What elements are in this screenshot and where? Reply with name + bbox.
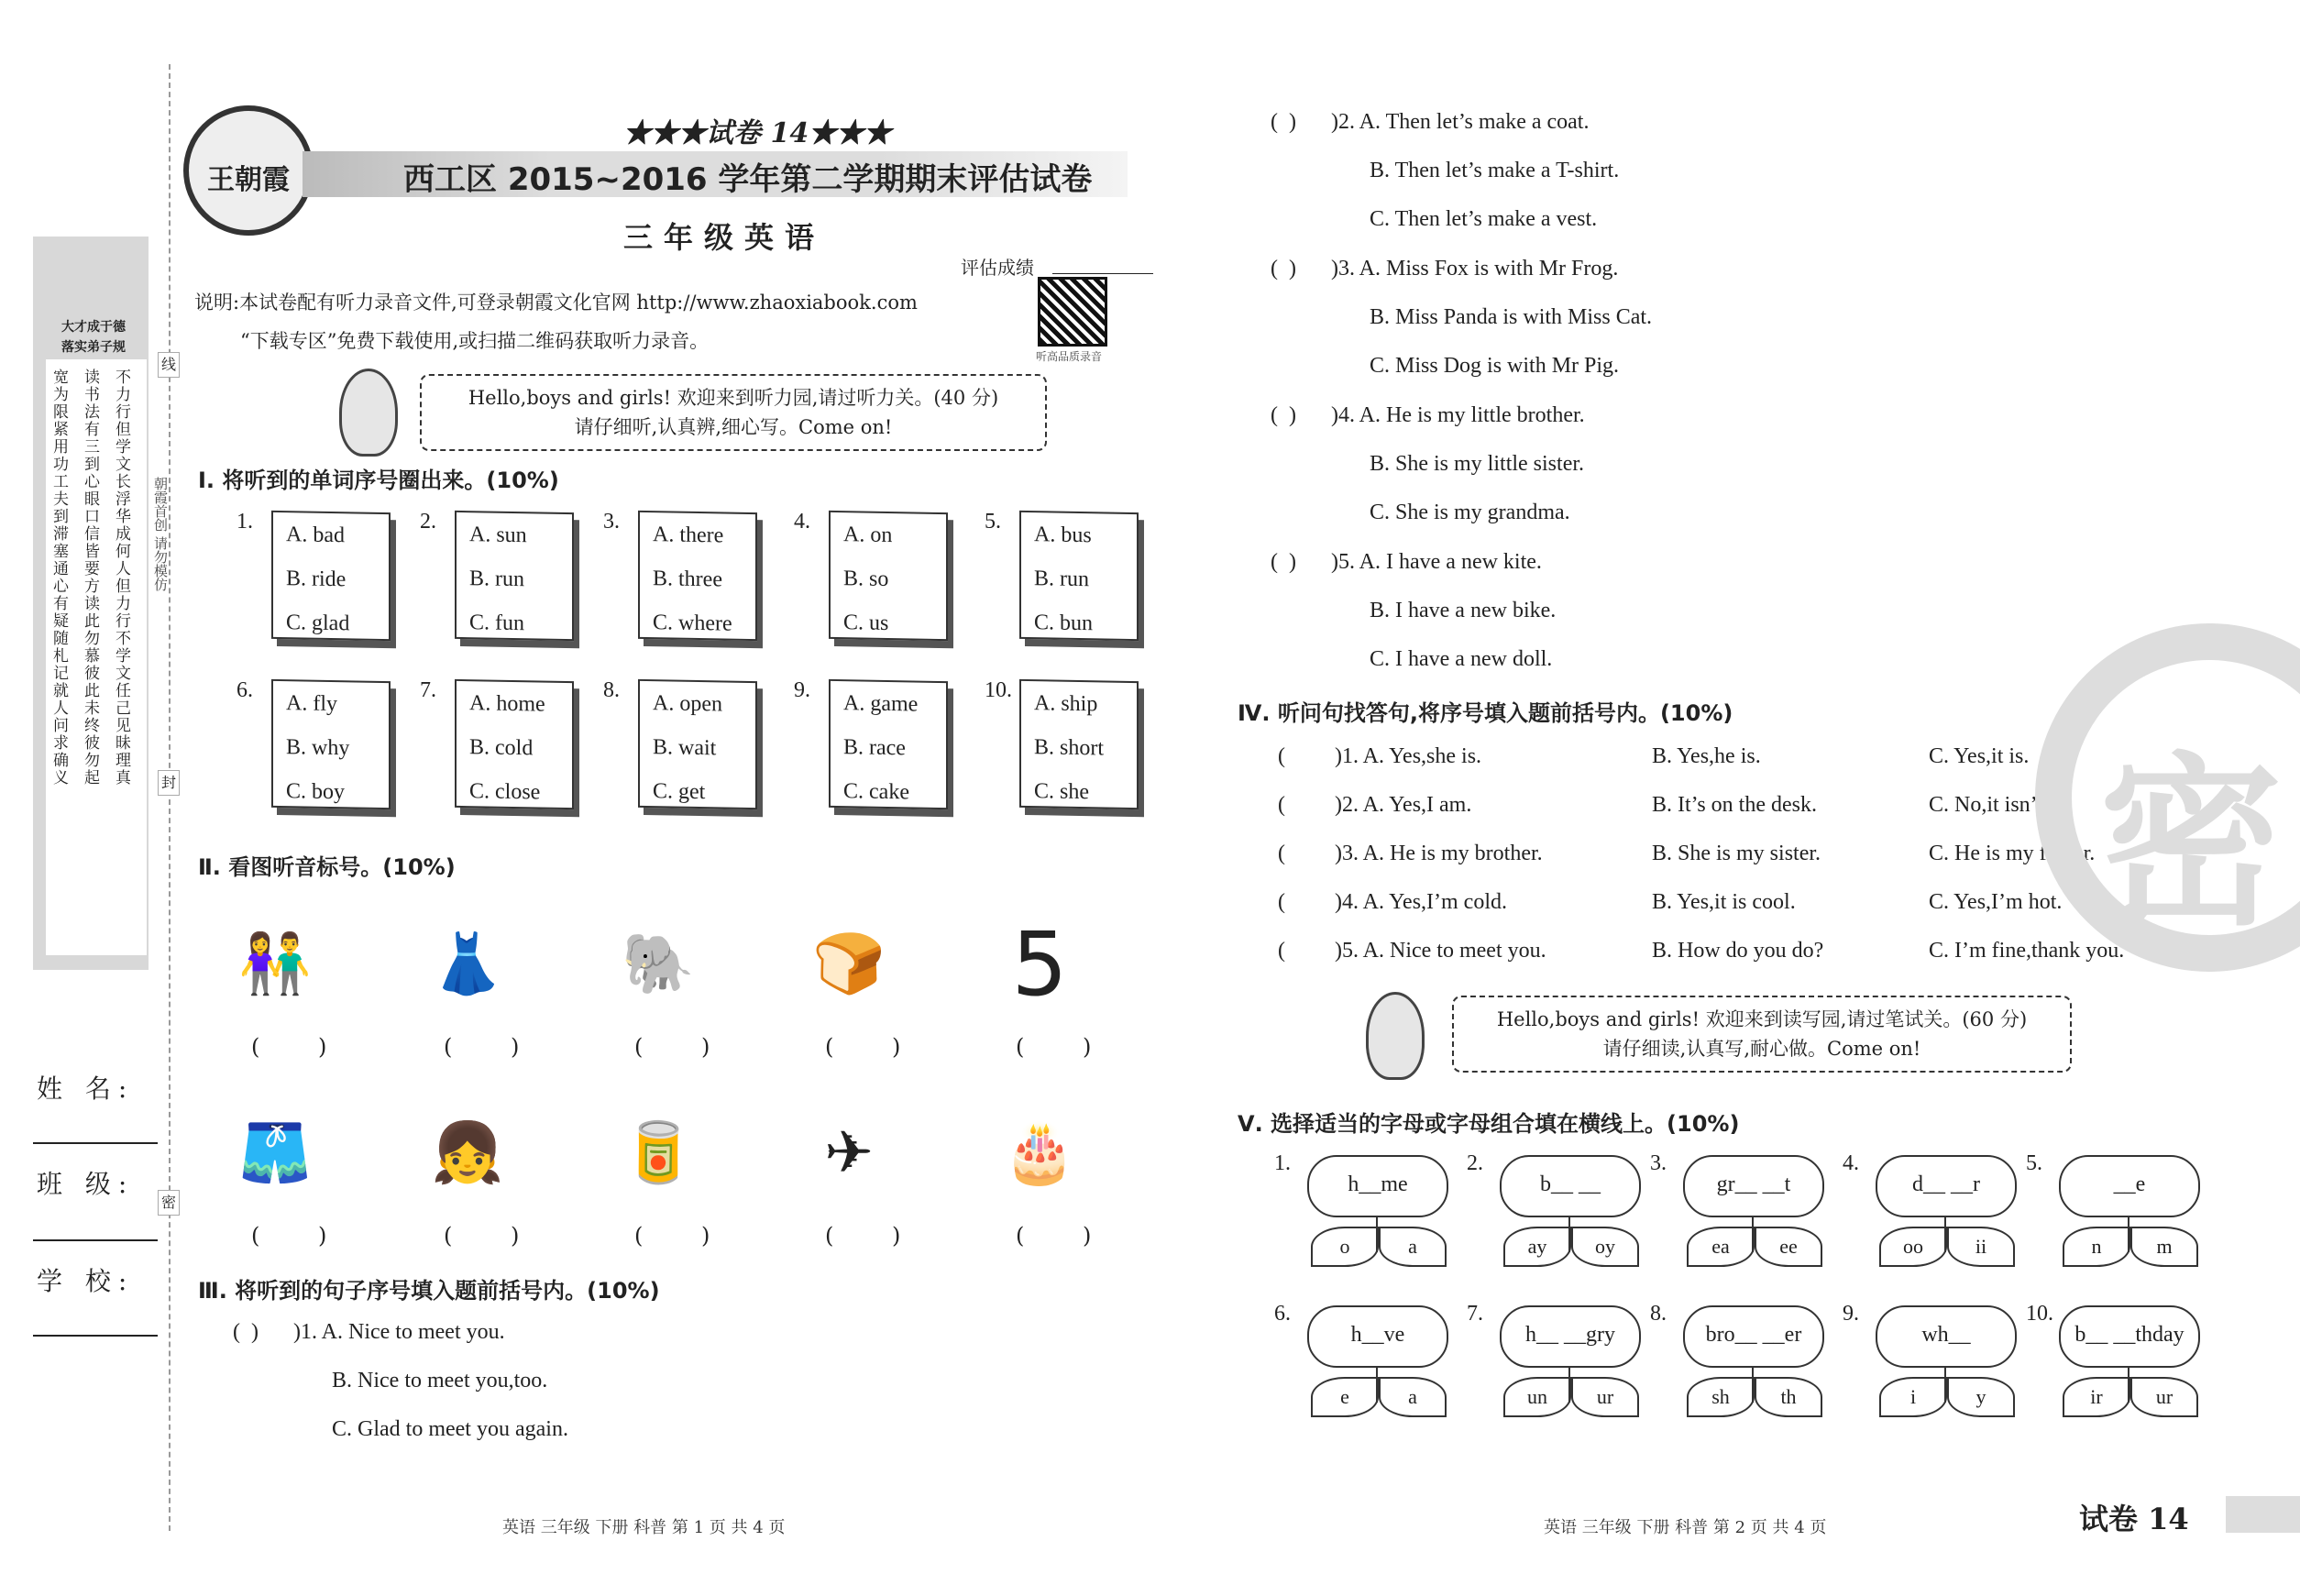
section-2-title: Ⅱ. 看图听音标号。(10%) [198,854,456,880]
flower-item-number: 7. [1467,1302,1483,1326]
word-option[interactable]: A. bad [286,523,345,548]
footer-page-1: 英语 三年级 下册 科普 第 1 页 共 4 页 [502,1518,786,1537]
answer-option-b[interactable]: B. How do you do? [1652,939,1824,963]
word-card [455,679,574,809]
word-option[interactable]: B. run [469,567,524,592]
flower-item-number: 3. [1650,1151,1667,1175]
letter-choice-left[interactable]: ay [1503,1227,1571,1267]
qr-code-icon[interactable] [1038,277,1107,347]
class-field[interactable] [33,1239,158,1241]
motto-column: 不力行但学文长浮华成何人但力行不学文任己见昧理真 [112,369,130,787]
instruction-line-1: 说明:本试卷配有听力录音文件,可登录朝霞文化官网 http://www.zhaoxiabook.com [194,292,918,314]
motto-box [46,359,147,955]
letter-choice-right[interactable]: ur [1571,1377,1639,1417]
section-5-title: Ⅴ. 选择适当的字母或字母组合填在横线上。(10%) [1238,1111,1740,1137]
sentence-option-c[interactable]: C. Glad to meet you again. [332,1417,568,1441]
word-option[interactable]: A. bus [1034,523,1092,548]
answer-bracket[interactable]: ( ) [1271,403,1296,427]
corner-paper-number: 试卷 14 [2079,1502,2189,1536]
reading-intro-bubble [1452,996,2072,1073]
motto-heading [39,317,149,358]
name-label: 姓 名: [37,1073,135,1104]
word-item-number: 2. [420,510,436,534]
answer-option-b[interactable]: B. It’s on the desk. [1652,793,1817,817]
word-item-number: 3. [603,510,620,534]
word-card [638,511,757,641]
score-field[interactable] [1052,273,1153,274]
word-card [638,679,757,809]
letter-choice-right[interactable]: ee [1755,1227,1822,1267]
answer-bracket[interactable]: ( [1278,793,1285,817]
word-option[interactable]: A. on [843,523,893,548]
answer-option-c[interactable]: C. Yes,I’m hot. [1929,890,2063,914]
word-card [829,679,948,809]
elephant-icon: 🐘 [622,930,695,998]
answer-bracket[interactable]: ( ) [1016,1223,1117,1249]
sentence-option-c[interactable]: C. Miss Dog is with Mr Pig. [1370,354,1620,378]
letter-choice-right[interactable]: ii [1947,1227,2015,1267]
stamp-character: 密 [2099,737,2283,951]
word-item-number: 8. [603,678,620,702]
letter-choice-right[interactable]: oy [1571,1227,1639,1267]
word-option[interactable]: A. open [653,691,722,717]
motto-column: 读书法有三到心眼口信皆要方读此勿慕彼此未终彼勿起 [81,369,99,787]
section-4-title: Ⅳ. 听问句找答句,将序号填入题前括号内。(10%) [1238,700,1733,726]
letter-choice-left[interactable]: sh [1687,1377,1755,1417]
answer-bracket[interactable]: ( ) [1271,550,1296,574]
motto-heading-line-2: 落实弟子规 [61,340,126,355]
score-label: 评估成绩 [961,257,1034,279]
sentence-option-a[interactable]: )5. A. I have a new kite. [1331,550,1542,574]
answer-option-b[interactable]: B. Yes,it is cool. [1652,890,1796,914]
word-option[interactable]: C. fun [469,611,524,636]
letter-choice-left[interactable]: e [1311,1377,1379,1417]
can-icon: 🥫 [622,1119,695,1187]
answer-option-c[interactable]: C. Yes,it is. [1929,744,2030,768]
plane-icon: ✈ [824,1119,874,1187]
buns-plate-icon: 🍞 [812,930,886,998]
word-option[interactable]: B. cold [469,735,534,761]
word-option[interactable]: A. fly [286,691,337,717]
section-3-title: Ⅲ. 将听到的句子序号填入题前括号内。(10%) [198,1278,660,1304]
word-option[interactable]: C. bun [1034,611,1094,636]
word-option[interactable]: B. three [653,567,722,592]
sentence-option-b[interactable]: B. Miss Panda is with Miss Cat. [1370,305,1653,329]
copyright-note: 朝霞首创 请勿模仿 [152,477,169,591]
word-option[interactable]: A. game [843,691,919,717]
letter-choice-left[interactable]: ir [2063,1377,2130,1417]
listening-intro-bubble [420,374,1047,451]
flower-item-number: 6. [1274,1302,1291,1326]
flower-item-number: 10. [2026,1302,2053,1326]
reading-intro-line-1: Hello,boys and girls! 欢迎来到读写园,请过笔试关。(60 分) [1496,1008,2028,1030]
listening-intro-line-1: Hello,boys and girls! 欢迎来到听力园,请过听力关。(40 分) [468,387,999,409]
answer-option-a[interactable]: )5. A. Nice to meet you. [1335,939,1546,963]
word-option[interactable]: B. race [843,735,906,761]
word-item-number: 5. [985,510,1001,534]
word-blank[interactable]: gr__ __t [1683,1155,1824,1217]
publisher-logo [183,105,314,236]
letter-choice-right[interactable]: a [1379,1377,1447,1417]
answer-bracket[interactable]: ( [1278,744,1285,768]
answer-bracket[interactable]: ( [1278,939,1285,963]
word-option[interactable]: C. cake [843,779,909,805]
flower-item-number: 4. [1843,1151,1859,1175]
listening-intro-line-2: 请仔细听,认真辨,细心写。Come on! [574,416,893,438]
answer-bracket[interactable]: ( ) [1016,1034,1117,1060]
answer-bracket[interactable]: ( ) [251,1034,353,1060]
word-option[interactable]: B. so [843,567,889,592]
children-dancing-icon: 👫 [238,930,312,998]
answer-bracket[interactable]: ( ) [1271,110,1296,134]
school-label: 学 校: [37,1266,135,1296]
word-card [271,511,391,641]
logo-text: 王朝霞 [207,164,290,196]
letter-choice-left[interactable]: un [1503,1377,1571,1417]
word-item-number: 10. [985,678,1012,702]
letter-choice-left[interactable]: i [1879,1377,1947,1417]
letter-choice-right[interactable]: ur [2130,1377,2198,1417]
class-label: 班 级: [37,1169,135,1199]
cartoon-girl-icon [1366,992,1425,1080]
answer-option-a[interactable]: )4. A. Yes,I’m cold. [1335,890,1508,914]
word-blank[interactable]: b__ __ [1500,1155,1641,1217]
word-option[interactable]: C. boy [286,779,346,805]
answer-bracket[interactable]: ( [1278,890,1285,914]
answer-bracket[interactable]: ( ) [233,1320,259,1344]
answer-bracket[interactable]: ( ) [444,1223,545,1249]
sentence-option-c[interactable]: C. She is my grandma. [1370,501,1570,524]
word-option[interactable]: C. get [653,779,706,805]
answer-option-a[interactable]: )2. A. Yes,I am. [1335,793,1472,817]
sentence-option-c[interactable]: C. Then let’s make a vest. [1370,207,1598,231]
answer-bracket[interactable]: ( ) [1271,257,1296,281]
cut-marker: 封 [158,770,180,796]
reading-intro-line-2: 请仔细读,认真写,耐心做。Come on! [1602,1038,1921,1060]
answer-option-a[interactable]: )1. A. Yes,she is. [1335,744,1482,768]
flower-item-number: 1. [1274,1151,1291,1175]
cut-marker: 线 [158,352,180,378]
birthday-cake-icon: 🎂 [1003,1119,1076,1187]
word-option[interactable]: C. glad [286,611,350,636]
word-blank[interactable]: h__ __gry [1500,1305,1641,1368]
word-item-number: 6. [237,678,253,702]
sentence-option-b[interactable]: B. Then let’s make a T-shirt. [1370,159,1620,182]
word-card [455,511,574,641]
corner-bar [2226,1496,2300,1533]
word-option[interactable]: A. sun [469,523,527,548]
sentence-option-b[interactable]: B. She is my little sister. [1370,452,1585,476]
answer-bracket[interactable]: ( ) [825,1034,927,1060]
answer-option-c[interactable]: C. He is my father. [1929,842,2096,865]
word-option[interactable]: A. ship [1034,691,1098,717]
word-item-number: 9. [794,678,810,702]
word-card [271,679,391,809]
cut-marker: 密 [158,1190,180,1216]
dress-icon: 👗 [431,930,504,998]
letter-choice-right[interactable]: th [1755,1377,1822,1417]
sentence-option-a[interactable]: )1. A. Nice to meet you. [293,1320,505,1344]
answer-bracket[interactable]: ( ) [634,1223,736,1249]
word-blank[interactable]: d__ __r [1876,1155,2017,1217]
word-card [1019,511,1139,641]
word-item-number: 1. [237,510,253,534]
sentence-option-c[interactable]: C. I have a new doll. [1370,647,1553,671]
cut-line [169,64,171,1531]
answer-option-a[interactable]: )3. A. He is my brother. [1335,842,1543,865]
school-field[interactable] [33,1335,158,1337]
sentence-option-a[interactable]: )4. A. He is my little brother. [1331,403,1585,427]
motto-column: 宽为限紧用功工夫到滞塞通心有疑随札记就人问求确义 [50,369,68,787]
word-item-number: 7. [420,678,436,702]
instruction-line-2: “下载专区”免费下载使用,或扫描二维码获取听力录音。 [240,330,710,352]
letter-choice-right[interactable]: a [1379,1227,1447,1267]
word-blank[interactable]: bro__ __er [1683,1305,1824,1368]
word-option[interactable]: B. why [286,735,350,761]
word-option[interactable]: A. home [469,691,545,717]
qr-caption: 听高品质录音 [1036,350,1103,363]
word-blank[interactable]: wh__ [1876,1305,2017,1368]
letter-choice-left[interactable]: oo [1879,1227,1947,1267]
word-option[interactable]: C. where [653,611,732,636]
skirt-icon: 🩳 [238,1119,312,1187]
cartoon-girl-icon [339,369,398,457]
girl-icon: 👧 [431,1119,504,1187]
word-option[interactable]: B. wait [653,735,717,761]
sentence-option-a[interactable]: )2. A. Then let’s make a coat. [1331,110,1590,134]
flower-item-number: 8. [1650,1302,1667,1326]
page-title: 西工区 2015~2016 学年第二学期期末评估试卷 [403,161,1093,198]
word-blank[interactable]: __e [2059,1155,2200,1217]
word-blank[interactable]: h__me [1307,1155,1448,1217]
word-option[interactable]: B. ride [286,567,347,592]
letter-choice-left[interactable]: ea [1687,1227,1755,1267]
sentence-option-a[interactable]: )3. A. Miss Fox is with Mr Frog. [1331,257,1619,281]
flower-item-number: 9. [1843,1302,1859,1326]
answer-option-b[interactable]: B. She is my sister. [1652,842,1821,865]
answer-option-b[interactable]: B. Yes,he is. [1652,744,1761,768]
word-card [1019,679,1139,809]
sentence-option-b[interactable]: B. I have a new bike. [1370,599,1557,622]
word-item-number: 4. [794,510,810,534]
flower-item-number: 2. [1467,1151,1483,1175]
section-1-title: Ⅰ. 将听到的单词序号圈出来。(10%) [198,468,559,493]
answer-bracket[interactable]: ( ) [825,1223,927,1249]
word-option[interactable]: C. close [469,779,541,805]
answer-bracket[interactable]: ( ) [251,1223,353,1249]
word-option[interactable]: B. short [1034,735,1105,761]
letter-choice-left[interactable]: o [1311,1227,1379,1267]
word-blank[interactable]: b__ __thday [2059,1305,2200,1368]
word-option[interactable]: C. she [1034,779,1089,805]
letter-choice-right[interactable]: m [2130,1227,2198,1267]
sentence-option-b[interactable]: B. Nice to meet you,too. [332,1369,548,1392]
paper-number: ★★★试卷 14★★★ [623,117,892,149]
footer-page-2: 英语 三年级 下册 科普 第 2 页 共 4 页 [1544,1518,1827,1537]
answer-option-c[interactable]: C. I’m fine,thank you. [1929,939,2125,963]
answer-bracket[interactable]: ( [1278,842,1285,865]
answer-bracket[interactable]: ( ) [444,1034,545,1060]
flower-item-number: 5. [2026,1151,2042,1175]
letter-choice-right[interactable]: y [1947,1377,2015,1417]
word-blank[interactable]: h__ve [1307,1305,1448,1368]
word-option[interactable]: C. us [843,611,889,636]
answer-option-c[interactable]: C. No,it isn’t. [1929,793,2049,817]
name-field[interactable] [33,1142,158,1144]
motto-heading-line-1: 大才成于德 [61,320,126,335]
answer-bracket[interactable]: ( ) [634,1034,736,1060]
word-option[interactable]: A. there [653,523,724,548]
word-option[interactable]: B. run [1034,567,1089,592]
letter-choice-left[interactable]: n [2063,1227,2130,1267]
number-five-icon: 5 [1011,913,1068,1016]
subject-title: 三年级英语 [623,220,826,255]
word-card [829,511,948,641]
